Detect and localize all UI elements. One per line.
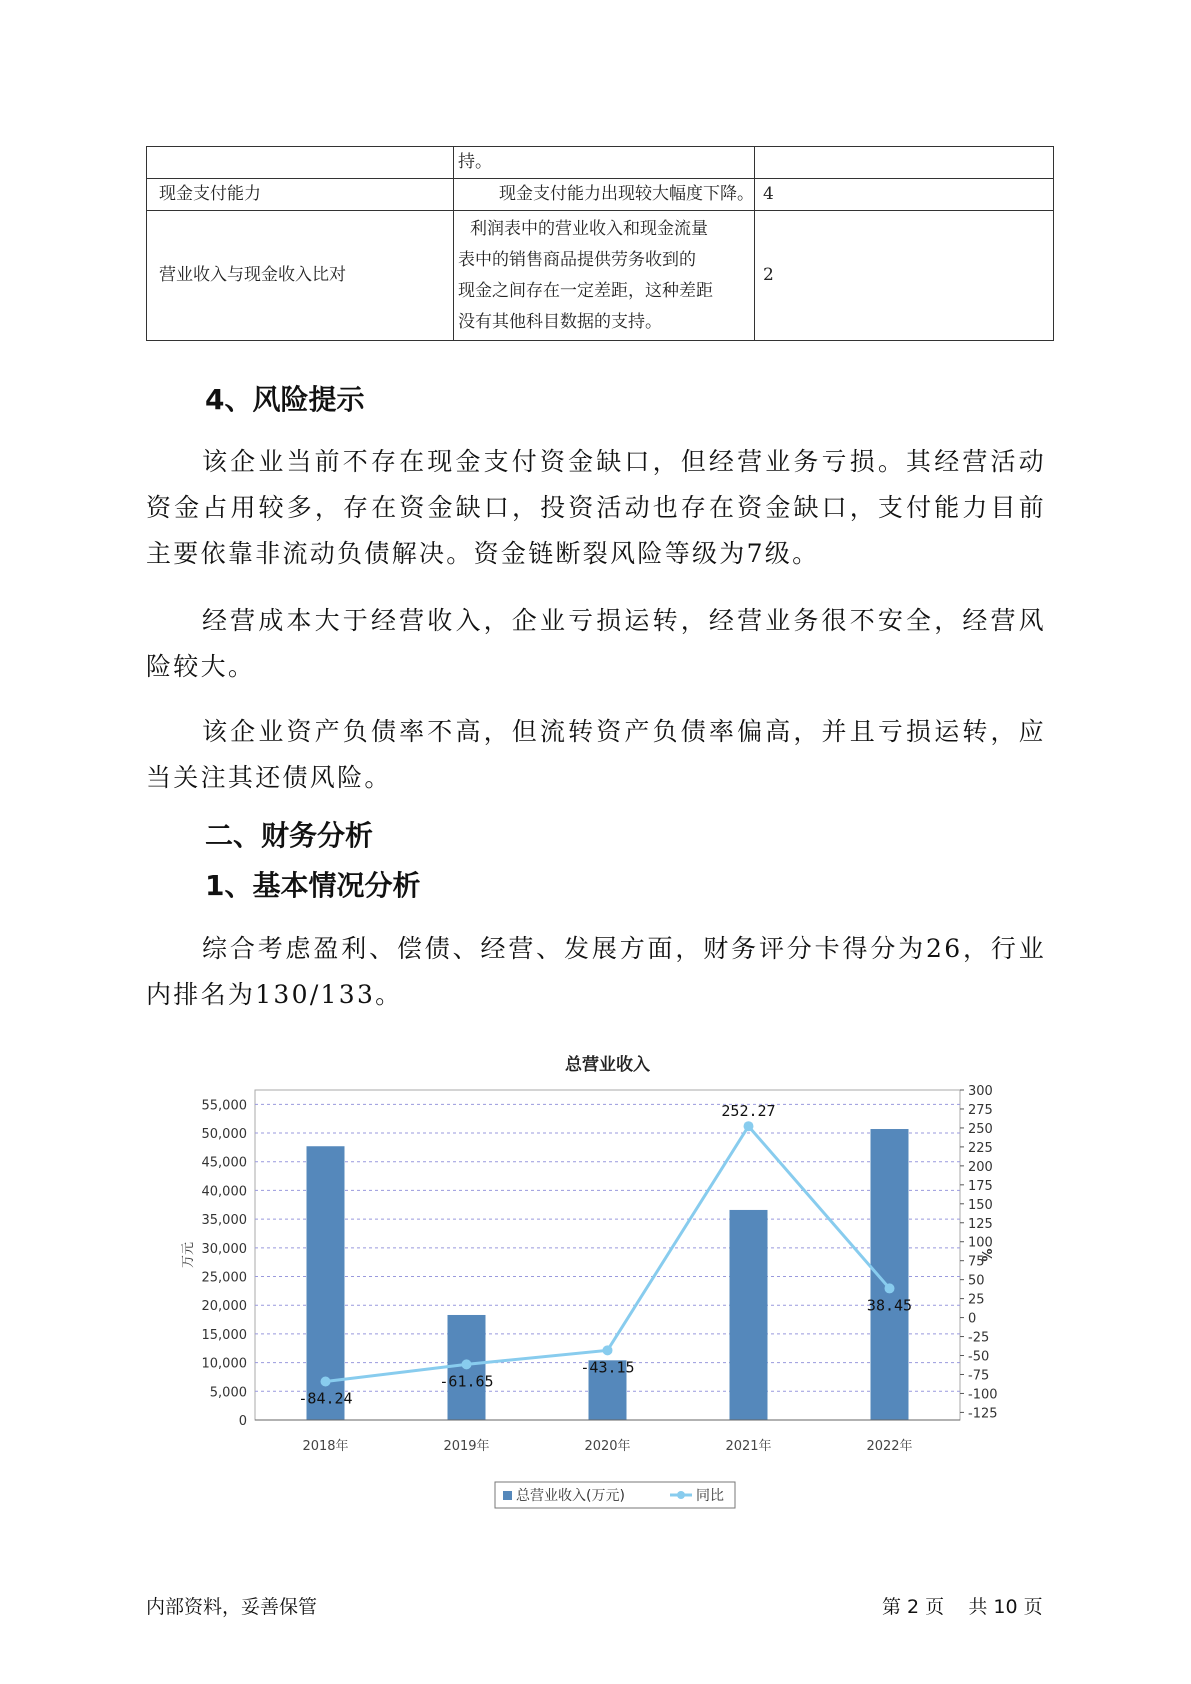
y-tick-label: 45,000	[201, 1155, 247, 1171]
y2-tick-label: 25	[968, 1292, 985, 1308]
y2-tick-label: -25	[968, 1330, 990, 1346]
line-point	[744, 1121, 754, 1131]
data-label: -61.65	[439, 1372, 494, 1391]
y-tick-label: 5,000	[209, 1385, 247, 1401]
table-cell-score	[755, 147, 1054, 179]
x-tick-label: 2021年	[725, 1439, 772, 1454]
y2-tick-label: 300	[968, 1084, 993, 1099]
legend-label: 总营业收入(万元)	[516, 1488, 625, 1504]
y2-tick-label: 0	[968, 1311, 977, 1327]
line-point	[603, 1345, 613, 1355]
data-label: 38.45	[866, 1296, 913, 1315]
y-tick-label: 55,000	[201, 1098, 247, 1114]
legend-swatch-bar	[503, 1491, 512, 1500]
table-cell-item: 营业收入与现金收入比对	[147, 211, 454, 341]
table-cell-score: 2	[755, 211, 1054, 341]
y2-tick-label: 125	[968, 1216, 993, 1232]
x-tick-label: 2020年	[584, 1439, 631, 1454]
table-cell-desc: 持。	[454, 147, 755, 179]
x-tick-label: 2019年	[443, 1439, 490, 1454]
paragraph: 经营成本大于经营收入，企业亏损运转，经营业务很不安全，经营风险较大。	[146, 606, 1046, 681]
data-label: 252.27	[721, 1102, 776, 1121]
y2-tick-label: -100	[968, 1387, 998, 1403]
table-cell-item	[147, 147, 454, 179]
y-tick-label: 25,000	[201, 1270, 247, 1286]
y2-tick-label: 200	[968, 1159, 993, 1175]
y-tick-label: 0	[238, 1414, 247, 1429]
y-tick-label: 20,000	[201, 1299, 247, 1315]
line-point	[885, 1283, 895, 1293]
y-tick-label: 50,000	[201, 1127, 247, 1143]
section-heading-basic: 1、基本情况分析	[205, 869, 421, 902]
y-tick-label: 15,000	[201, 1327, 247, 1343]
y2-tick-label: -75	[968, 1368, 990, 1384]
y-axis-label: 万元	[181, 1241, 196, 1269]
table-cell-score: 4	[755, 179, 1054, 211]
legend-label: 同比	[696, 1488, 724, 1504]
section-heading-risk: 4、风险提示	[205, 383, 365, 416]
x-tick-label: 2018年	[302, 1439, 349, 1454]
y2-tick-label: 275	[968, 1102, 993, 1118]
y2-tick-label: 175	[968, 1178, 993, 1194]
y2-tick-label: 50	[968, 1273, 985, 1289]
table-cell-desc: 利润表中的营业收入和现金流量 表中的销售商品提供劳务收到的 现金之间存在一定差距，这种差距 没有其他科目数据的支持。	[454, 211, 755, 341]
y-tick-label: 40,000	[201, 1184, 247, 1200]
y2-axis-label: %	[978, 1248, 993, 1262]
y2-tick-label: 150	[968, 1197, 993, 1213]
y2-tick-label: 250	[968, 1121, 993, 1137]
chart-title: 总营业收入	[565, 1055, 650, 1075]
legend-swatch-point	[677, 1491, 685, 1499]
table-row	[147, 211, 1054, 341]
line-point	[462, 1359, 472, 1369]
y2-tick-label: -125	[968, 1406, 998, 1422]
table-cell-desc: 现金支付能力出现较大幅度下降。	[454, 179, 755, 211]
y-tick-label: 10,000	[201, 1356, 247, 1372]
y2-tick-label: 100	[968, 1235, 993, 1251]
table-row	[147, 147, 1054, 179]
y-tick-label: 30,000	[201, 1241, 247, 1257]
y-tick-label: 35,000	[201, 1213, 247, 1229]
paragraph: 该企业资产负债率不高，但流转资产负债率偏高，并且亏损运转，应当关注其还债风险。	[146, 717, 1046, 792]
y2-tick-label: -50	[968, 1349, 990, 1365]
x-tick-label: 2022年	[866, 1439, 913, 1454]
data-label: -84.24	[298, 1389, 353, 1408]
y2-tick-label: 225	[968, 1140, 993, 1156]
data-label: -43.15	[580, 1358, 635, 1377]
paragraph: 该企业当前不存在现金支付资金缺口，但经营业务亏损。其经营活动资金占用较多，存在资金缺口，投资活动也存在资金缺口，支付能力目前主要依靠非流动负债解决。资金链断裂风险等级为7级。	[146, 447, 1046, 568]
footer-left: 内部资料，妥善保管	[146, 1596, 318, 1618]
revenue-chart	[170, 1040, 998, 1510]
risk-table	[146, 146, 1054, 341]
table-cell-item: 现金支付能力	[147, 179, 454, 211]
line-point	[321, 1376, 331, 1386]
paragraph: 综合考虑盈利、偿债、经营、发展方面，财务评分卡得分为26，行业内排名为130/133。	[146, 934, 1046, 1009]
table-row	[147, 179, 1054, 211]
footer-right: 第 2 页 共 10 页	[882, 1596, 1043, 1618]
bar	[730, 1210, 768, 1420]
y2-tick-label: 75	[968, 1254, 985, 1270]
section-heading-finance: 二、财务分析	[205, 819, 374, 852]
